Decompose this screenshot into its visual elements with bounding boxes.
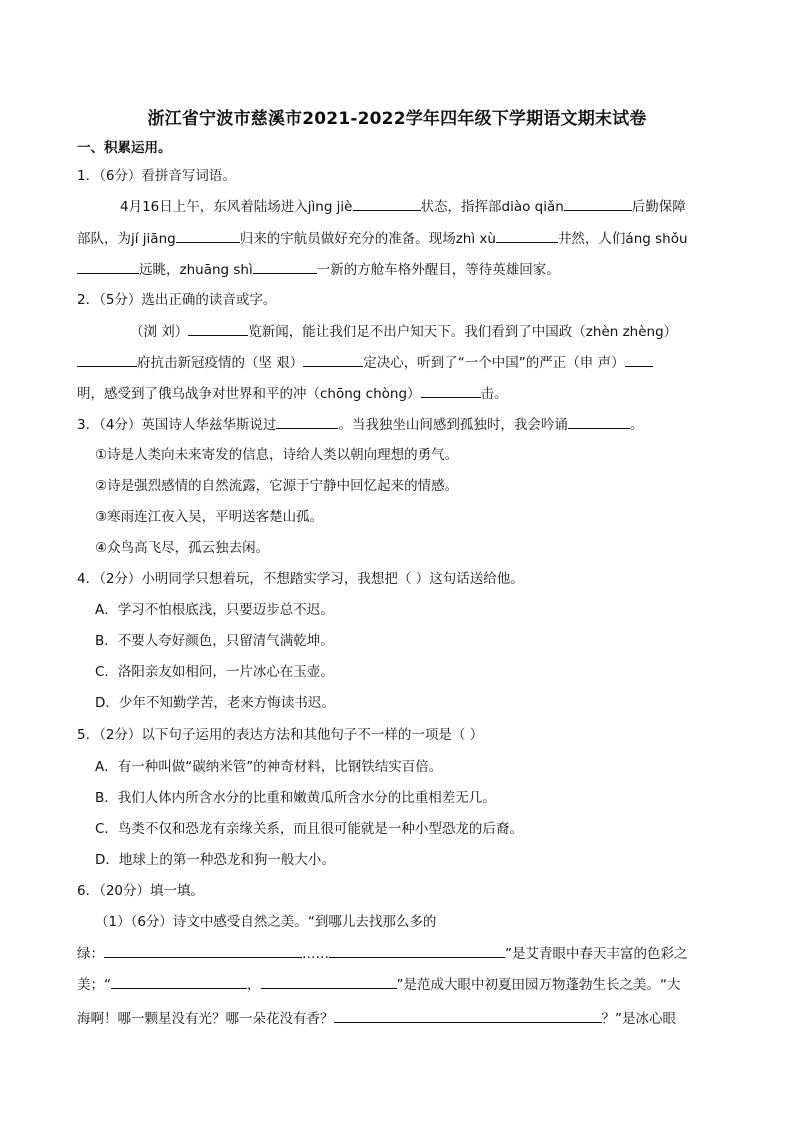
answer-blank[interactable] <box>276 414 338 429</box>
answer-blank[interactable] <box>303 352 363 367</box>
option-d[interactable]: D．地球上的第一种恐龙和狗一般大小。 <box>95 852 335 868</box>
option-item: ④众鸟高飞尽，孤云独去闲。 <box>95 540 270 556</box>
answer-blank[interactable] <box>564 196 632 211</box>
answer-blank[interactable] <box>111 974 247 989</box>
answer-blank[interactable] <box>176 228 240 243</box>
question-5-heading: 5．（2分）以下句子运用的表达方法和其他句子不一样的一项是（ ） <box>77 727 484 743</box>
option-a[interactable]: A．有一种叫做“碳纳米管”的神奇材料，比钢铁结实百倍。 <box>95 759 443 775</box>
option-b[interactable]: B．我们人体内所含水分的比重和嫩黄瓜所含水分的比重相差无几。 <box>95 790 496 806</box>
question-2-line-3: 明，感受到了俄乌战争对世界和平的冲（chōng chòng） 击。 <box>77 383 508 404</box>
question-4-heading: 4．（2分）小明同学只想着玩，不想踏实学习，我想把（ ）这句话送给他。 <box>77 571 524 587</box>
answer-blank[interactable] <box>104 943 302 958</box>
answer-blank[interactable] <box>625 352 653 367</box>
answer-blank[interactable] <box>421 383 481 398</box>
question-6-line-2: 绿： …… ”是艾青眼中春天丰富的色彩之 <box>77 943 688 964</box>
question-6-line-4: 海啊！哪一颗星没有光？哪一朵花没有香？ ？”是冰心眼 <box>77 1008 676 1029</box>
answer-blank[interactable] <box>253 259 317 274</box>
option-d[interactable]: D．少年不知勤学苦，老来方悔读书迟。 <box>95 695 335 711</box>
question-2-heading: 2．（5分）选出正确的读音或字。 <box>77 292 277 308</box>
question-6-subquestion-1: （1）（6分）诗文中感受自然之美。“到哪儿去找那么多的 <box>95 914 437 930</box>
question-1-line-1: 4月16日上午，东风着陆场进入jìng jiè 状态，指挥部diào qiǎn 后勤保障 <box>120 196 686 217</box>
answer-blank[interactable] <box>329 943 505 958</box>
option-item: ①诗是人类向未来寄发的信息，诗给人类以朝向理想的勇气。 <box>95 447 459 463</box>
option-item: ②诗是强烈感情的自然流露，它源于宁静中回忆起来的情感。 <box>95 478 459 494</box>
option-a[interactable]: A．学习不怕根底浅，只要迈步总不迟。 <box>95 602 334 618</box>
option-b[interactable]: B．不要人夸好颜色，只留清气满乾坤。 <box>95 633 334 649</box>
exam-title: 浙江省宁波市慈溪市2021-2022学年四年级下学期语文期末试卷 <box>147 109 647 129</box>
answer-blank[interactable] <box>334 1008 602 1023</box>
option-c[interactable]: C．鸟类不仅和恐龙有亲缘关系，而且很可能就是一种小型恐龙的后裔。 <box>95 821 523 837</box>
option-c[interactable]: C．洛阳亲友如相问，一片冰心在玉壶。 <box>95 664 334 680</box>
question-2-line-1: （浏 刘） 览新闻，能让我们足不出户知天下。我们看到了中国政（zhèn zhèng） <box>130 321 677 342</box>
section-heading: 一、积累运用。 <box>77 140 172 156</box>
answer-blank[interactable] <box>77 259 139 274</box>
answer-blank[interactable] <box>568 414 630 429</box>
answer-blank[interactable] <box>496 228 558 243</box>
answer-blank[interactable] <box>188 321 248 336</box>
question-3-heading: 3．（4分）英国诗人华兹华斯说过 。当我独坐山间感到孤独时，我会吟诵 。 <box>77 414 643 435</box>
question-6-line-3: 美；“ ， ”是范成大眼中初夏田园万物蓬勃生长之美。“大 <box>77 974 681 995</box>
question-6-heading: 6．（20分）填一填。 <box>77 883 205 899</box>
answer-blank[interactable] <box>77 352 137 367</box>
question-1-heading: 1．（6分）看拼音写词语。 <box>77 168 236 184</box>
answer-blank[interactable] <box>353 196 421 211</box>
question-1-line-3: 远眺，zhuāng shì 一新的方舱车格外醒目，等待英雄回家。 <box>77 259 560 280</box>
answer-blank[interactable] <box>261 974 397 989</box>
option-item: ③寒雨连江夜入吴，平明送客楚山孤。 <box>95 509 324 525</box>
question-2-line-2: 府抗击新冠疫情的（坚 艰） 定决心，听到了“一个中国”的严正（申 声） <box>77 352 653 373</box>
question-1-line-2: 部队，为jí jiāng 归来的宇航员做好充分的准备。现场zhì xù 井然，人们áng shǒu <box>77 228 688 249</box>
